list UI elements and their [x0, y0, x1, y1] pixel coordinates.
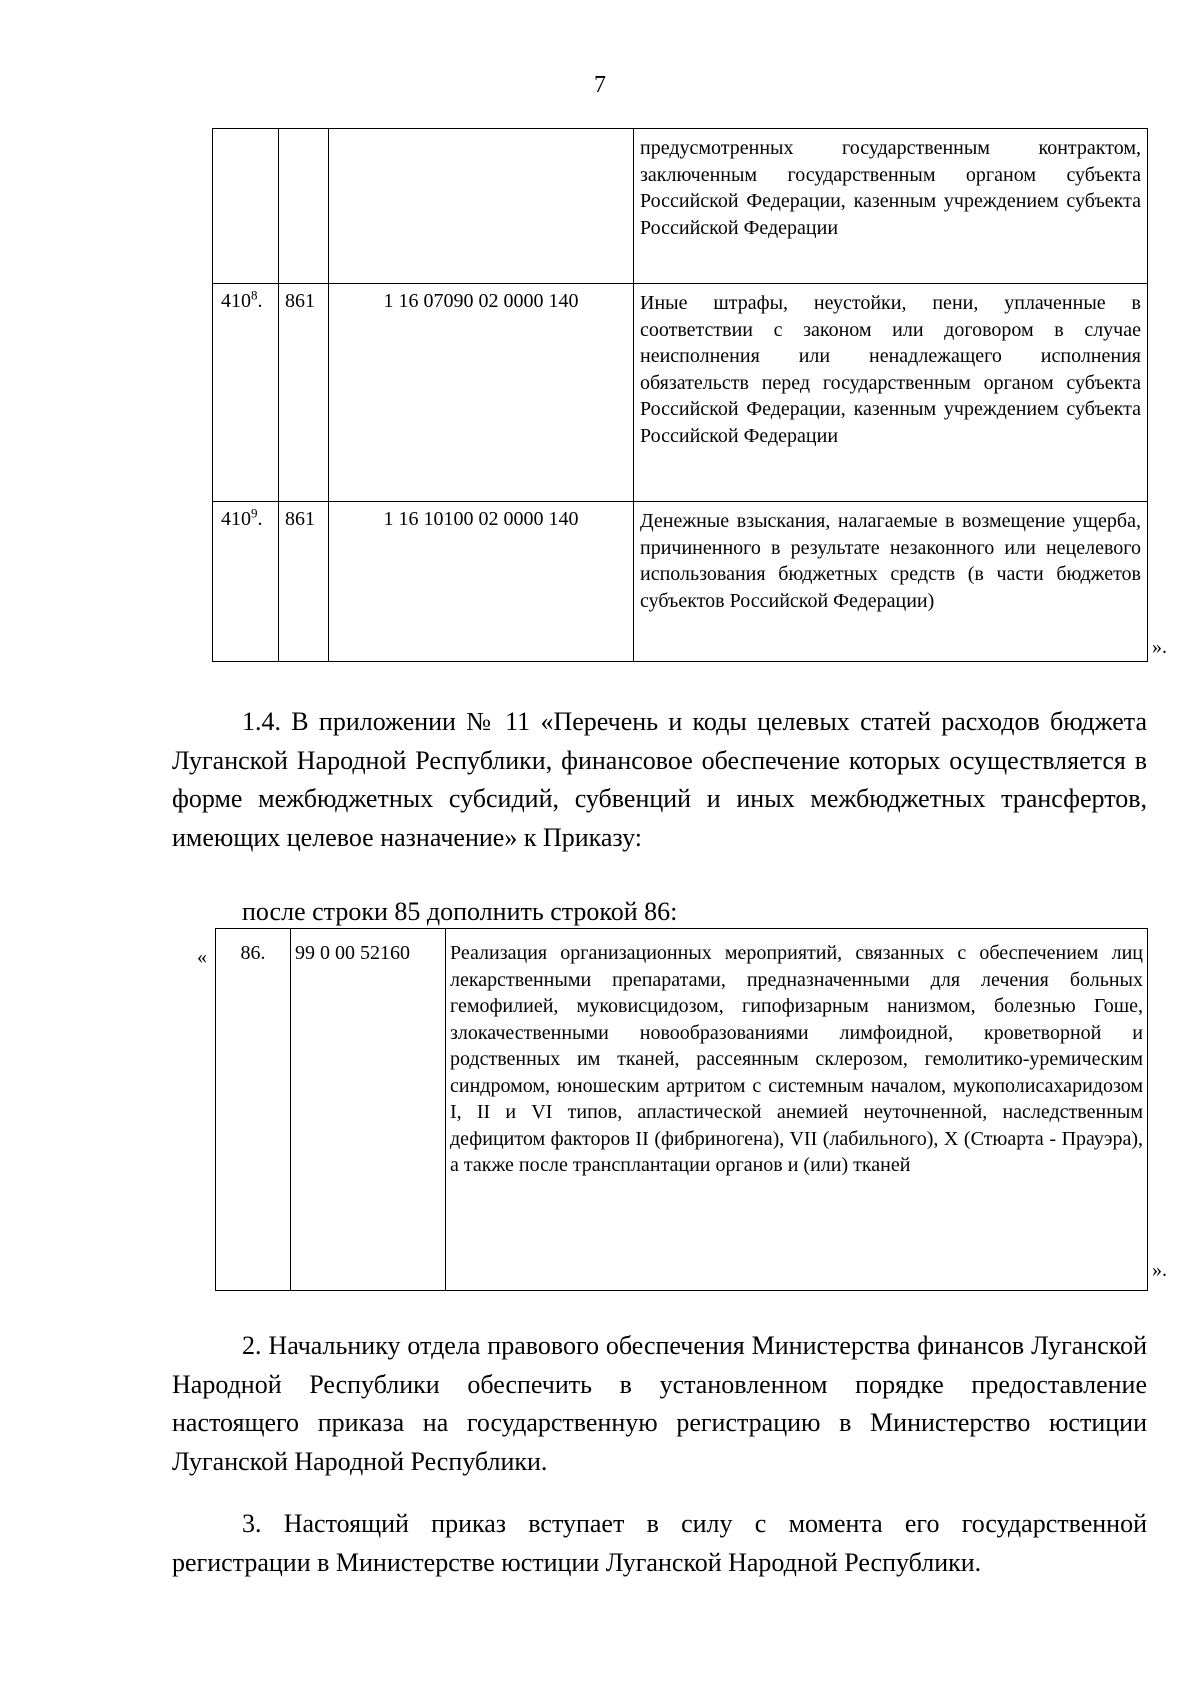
revenue-code-cell — [329, 129, 634, 284]
budget-codes-table — [212, 128, 1148, 662]
row-number-cell: 86. — [216, 929, 291, 1291]
admin-code-cell: 861 — [279, 284, 329, 502]
row-number-cell: $410^9$. — [213, 502, 279, 662]
revenue-name-cell: Денежные взыскания, налагаемые в возмещение ущерба, причиненного в результате незаконного или нецелевого использования бюджетных средств (в части бюджетов субъектов Российской Федерации) — [634, 502, 1148, 662]
paragraph-after-row: после строки 85 дополнить строкой 86: — [242, 897, 678, 926]
row-number-cell: $410^8$. — [213, 284, 279, 502]
revenue-code-cell: 1 16 10100 02 0000 140 — [329, 502, 634, 662]
table-row — [213, 129, 1148, 284]
opening-quote: « — [197, 946, 207, 968]
row-number-cell — [213, 129, 279, 284]
admin-code-cell — [279, 129, 329, 284]
paragraph-3: 3. Настоящий приказ вступает в силу с момента его государственной регистрации в Министерстве юстиции Луганской Народной Республики. — [172, 1509, 1147, 1577]
revenue-name-cell: Иные штрафы, неустойки, пени, уплаченные в соответствии с законом или договором в случае неисполнения или ненадлежащего исполнения обязательств перед государственным органом субъекта Российской Федерации, казенным учреждением субъекта Российской Федерации — [634, 284, 1148, 502]
closing-quote: ». — [1152, 636, 1167, 658]
paragraph-1-4: 1.4. В приложении № 11 «Перечень и коды целевых статей расходов бюджета Луганской Народной Республики, финансовое обеспечение которых осуществляется в форме межбюджетных субсидий, субвенций и иных межбюджетных трансфертов, имеющих целевое назначение» к Приказу: — [172, 707, 1147, 852]
page-number: 7 — [594, 72, 606, 98]
table-row — [216, 929, 1148, 1291]
expense-name-cell: Реализация организационных мероприятий, связанных с обеспечением лиц лекарственными препаратами, предназначенными для лечения больных гемофилией, муковисцидозом, гипофизарным нанизмом, болезнью Гоше, злокачественными новообразованиями лимфоидной, кроветворной и родственных им тканей, рассеянным склерозом, гемолитико-уремическим синдромом, юношеским артритом с системным началом, мукополисахаридозом I, II и VI типов, апластической анемией неуточненной, наследственным дефицитом факторов II (фибриногена), VII (лабильного), X (Стюарта - Прауэра), а также после трансплантации органов и (или) тканей — [446, 929, 1148, 1291]
table-row — [213, 284, 1148, 502]
revenue-code-cell: 1 16 07090 02 0000 140 — [329, 284, 634, 502]
closing-quote: ». — [1152, 1259, 1167, 1281]
target-articles-table — [215, 928, 1148, 1291]
revenue-name-cell: предусмотренных государственным контрактом, заключенным государственным органом субъекта Российской Федерации, казенным учреждением субъекта Российской Федерации — [634, 129, 1148, 284]
paragraph-2: 2. Начальнику отдела правового обеспечения Министерства финансов Луганской Народной Республики обеспечить в установленном порядке предоставление настоящего приказа на государственную регистрацию в Министерство юстиции Луганской Народной Республики. — [172, 1331, 1147, 1476]
table-row — [213, 502, 1148, 662]
target-code-cell: 99 0 00 52160 — [291, 929, 446, 1291]
admin-code-cell: 861 — [279, 502, 329, 662]
